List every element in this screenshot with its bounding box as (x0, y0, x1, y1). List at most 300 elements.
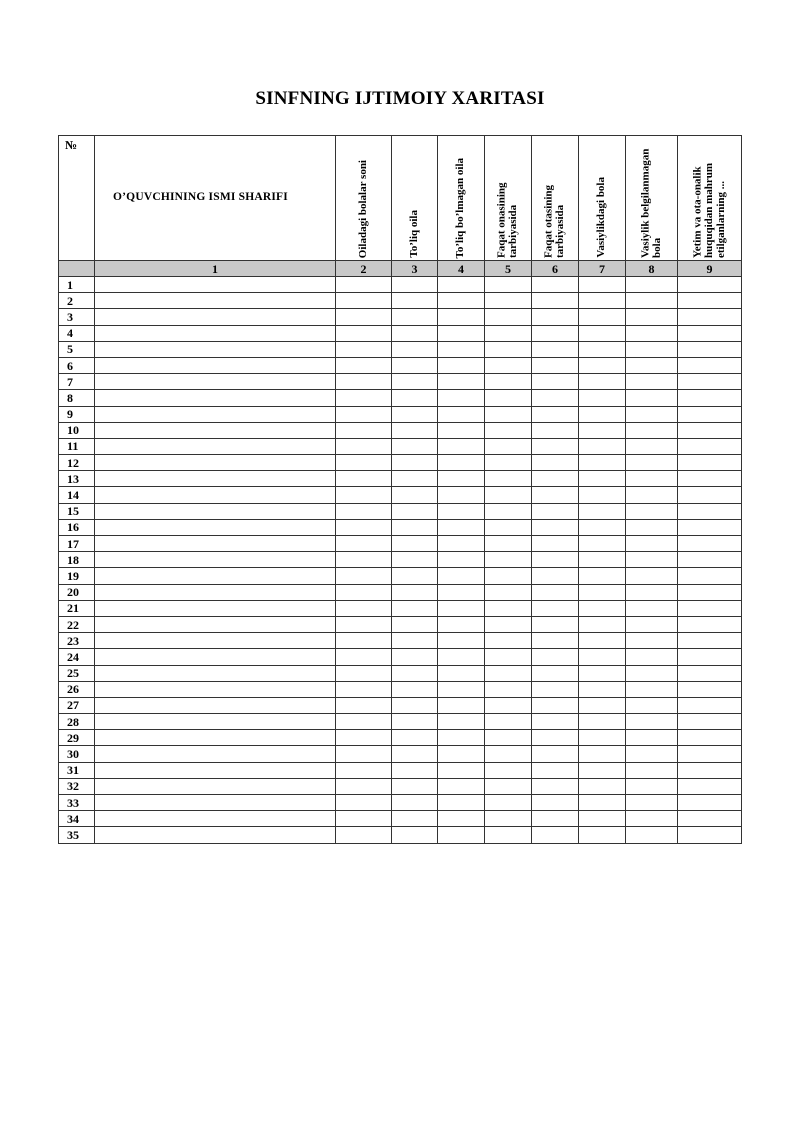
table-cell[interactable] (532, 293, 579, 309)
table-cell[interactable] (678, 341, 742, 357)
table-cell[interactable] (626, 697, 678, 713)
table-cell[interactable] (392, 341, 438, 357)
table-cell[interactable] (532, 697, 579, 713)
table-cell[interactable] (438, 552, 485, 568)
table-cell[interactable] (678, 552, 742, 568)
table-cell[interactable] (485, 795, 532, 811)
table-cell[interactable] (626, 714, 678, 730)
student-name-cell[interactable] (95, 536, 336, 552)
table-cell[interactable] (678, 293, 742, 309)
table-cell[interactable] (678, 325, 742, 341)
student-name-cell[interactable] (95, 422, 336, 438)
table-cell[interactable] (678, 697, 742, 713)
table-cell[interactable] (678, 762, 742, 778)
table-cell[interactable] (532, 536, 579, 552)
table-cell[interactable] (438, 471, 485, 487)
table-cell[interactable] (579, 455, 626, 471)
table-cell[interactable] (532, 795, 579, 811)
table-cell[interactable] (392, 552, 438, 568)
student-name-cell[interactable] (95, 697, 336, 713)
table-cell[interactable] (336, 600, 392, 616)
student-name-cell[interactable] (95, 649, 336, 665)
student-name-cell[interactable] (95, 374, 336, 390)
table-cell[interactable] (438, 422, 485, 438)
table-cell[interactable] (485, 665, 532, 681)
table-cell[interactable] (579, 390, 626, 406)
table-cell[interactable] (438, 584, 485, 600)
table-cell[interactable] (438, 811, 485, 827)
table-cell[interactable] (626, 455, 678, 471)
table-cell[interactable] (438, 600, 485, 616)
table-cell[interactable] (678, 455, 742, 471)
table-cell[interactable] (626, 795, 678, 811)
table-cell[interactable] (626, 827, 678, 843)
table-cell[interactable] (532, 714, 579, 730)
table-cell[interactable] (579, 471, 626, 487)
table-cell[interactable] (485, 536, 532, 552)
table-cell[interactable] (678, 422, 742, 438)
table-cell[interactable] (336, 649, 392, 665)
table-cell[interactable] (532, 665, 579, 681)
table-cell[interactable] (626, 633, 678, 649)
table-cell[interactable] (336, 714, 392, 730)
table-cell[interactable] (626, 681, 678, 697)
table-cell[interactable] (336, 811, 392, 827)
table-cell[interactable] (336, 406, 392, 422)
table-cell[interactable] (579, 406, 626, 422)
table-cell[interactable] (532, 487, 579, 503)
table-cell[interactable] (336, 762, 392, 778)
table-cell[interactable] (485, 697, 532, 713)
table-cell[interactable] (485, 600, 532, 616)
table-cell[interactable] (392, 730, 438, 746)
table-cell[interactable] (678, 665, 742, 681)
table-cell[interactable] (579, 309, 626, 325)
table-cell[interactable] (626, 616, 678, 632)
table-cell[interactable] (626, 778, 678, 794)
table-cell[interactable] (438, 681, 485, 697)
student-name-cell[interactable] (95, 600, 336, 616)
table-cell[interactable] (336, 503, 392, 519)
table-cell[interactable] (336, 746, 392, 762)
table-cell[interactable] (678, 681, 742, 697)
table-cell[interactable] (579, 487, 626, 503)
table-cell[interactable] (336, 422, 392, 438)
table-cell[interactable] (579, 827, 626, 843)
table-cell[interactable] (336, 293, 392, 309)
table-cell[interactable] (678, 277, 742, 293)
table-cell[interactable] (485, 746, 532, 762)
table-cell[interactable] (485, 730, 532, 746)
table-cell[interactable] (392, 616, 438, 632)
table-cell[interactable] (392, 811, 438, 827)
table-cell[interactable] (336, 795, 392, 811)
table-cell[interactable] (485, 406, 532, 422)
student-name-cell[interactable] (95, 406, 336, 422)
student-name-cell[interactable] (95, 503, 336, 519)
table-cell[interactable] (485, 552, 532, 568)
table-cell[interactable] (438, 406, 485, 422)
table-cell[interactable] (532, 568, 579, 584)
student-name-cell[interactable] (95, 568, 336, 584)
table-cell[interactable] (626, 536, 678, 552)
table-cell[interactable] (626, 390, 678, 406)
table-cell[interactable] (438, 357, 485, 373)
table-cell[interactable] (485, 584, 532, 600)
table-cell[interactable] (626, 422, 678, 438)
table-cell[interactable] (336, 584, 392, 600)
table-cell[interactable] (336, 827, 392, 843)
table-cell[interactable] (392, 471, 438, 487)
table-cell[interactable] (579, 519, 626, 535)
table-cell[interactable] (392, 374, 438, 390)
table-cell[interactable] (532, 438, 579, 454)
table-cell[interactable] (678, 438, 742, 454)
table-cell[interactable] (438, 374, 485, 390)
student-name-cell[interactable] (95, 357, 336, 373)
table-cell[interactable] (438, 455, 485, 471)
table-cell[interactable] (678, 406, 742, 422)
table-cell[interactable] (485, 341, 532, 357)
table-cell[interactable] (392, 762, 438, 778)
table-cell[interactable] (532, 633, 579, 649)
table-cell[interactable] (485, 325, 532, 341)
table-cell[interactable] (678, 568, 742, 584)
table-cell[interactable] (532, 746, 579, 762)
table-cell[interactable] (392, 422, 438, 438)
table-cell[interactable] (579, 746, 626, 762)
table-cell[interactable] (579, 762, 626, 778)
student-name-cell[interactable] (95, 293, 336, 309)
table-cell[interactable] (485, 778, 532, 794)
table-cell[interactable] (392, 681, 438, 697)
table-cell[interactable] (485, 455, 532, 471)
table-cell[interactable] (532, 811, 579, 827)
table-cell[interactable] (485, 277, 532, 293)
table-cell[interactable] (336, 455, 392, 471)
table-cell[interactable] (579, 422, 626, 438)
table-cell[interactable] (336, 277, 392, 293)
table-cell[interactable] (678, 374, 742, 390)
table-cell[interactable] (579, 697, 626, 713)
table-cell[interactable] (392, 795, 438, 811)
table-cell[interactable] (438, 665, 485, 681)
table-cell[interactable] (392, 827, 438, 843)
table-cell[interactable] (579, 325, 626, 341)
table-cell[interactable] (678, 471, 742, 487)
table-cell[interactable] (579, 552, 626, 568)
table-cell[interactable] (438, 746, 485, 762)
table-cell[interactable] (626, 503, 678, 519)
table-cell[interactable] (485, 616, 532, 632)
student-name-cell[interactable] (95, 455, 336, 471)
table-cell[interactable] (532, 503, 579, 519)
table-cell[interactable] (579, 503, 626, 519)
table-cell[interactable] (532, 357, 579, 373)
table-cell[interactable] (626, 357, 678, 373)
table-cell[interactable] (336, 519, 392, 535)
table-cell[interactable] (336, 309, 392, 325)
table-cell[interactable] (438, 341, 485, 357)
table-cell[interactable] (626, 649, 678, 665)
table-cell[interactable] (438, 827, 485, 843)
table-cell[interactable] (579, 633, 626, 649)
table-cell[interactable] (532, 406, 579, 422)
table-cell[interactable] (392, 438, 438, 454)
table-cell[interactable] (485, 390, 532, 406)
table-cell[interactable] (678, 519, 742, 535)
table-cell[interactable] (438, 795, 485, 811)
table-cell[interactable] (438, 714, 485, 730)
table-cell[interactable] (438, 325, 485, 341)
table-cell[interactable] (579, 341, 626, 357)
table-cell[interactable] (626, 325, 678, 341)
table-cell[interactable] (579, 536, 626, 552)
table-cell[interactable] (438, 438, 485, 454)
table-cell[interactable] (336, 616, 392, 632)
table-cell[interactable] (532, 681, 579, 697)
table-cell[interactable] (678, 633, 742, 649)
student-name-cell[interactable] (95, 487, 336, 503)
table-cell[interactable] (392, 746, 438, 762)
table-cell[interactable] (532, 616, 579, 632)
table-cell[interactable] (626, 746, 678, 762)
table-cell[interactable] (438, 649, 485, 665)
table-cell[interactable] (336, 697, 392, 713)
table-cell[interactable] (579, 649, 626, 665)
table-cell[interactable] (485, 357, 532, 373)
table-cell[interactable] (626, 487, 678, 503)
table-cell[interactable] (678, 811, 742, 827)
student-name-cell[interactable] (95, 762, 336, 778)
table-cell[interactable] (438, 568, 485, 584)
table-cell[interactable] (438, 633, 485, 649)
table-cell[interactable] (532, 471, 579, 487)
table-cell[interactable] (678, 827, 742, 843)
table-cell[interactable] (678, 616, 742, 632)
table-cell[interactable] (532, 309, 579, 325)
table-cell[interactable] (336, 357, 392, 373)
table-cell[interactable] (392, 633, 438, 649)
table-cell[interactable] (579, 584, 626, 600)
student-name-cell[interactable] (95, 341, 336, 357)
table-cell[interactable] (485, 293, 532, 309)
student-name-cell[interactable] (95, 746, 336, 762)
table-cell[interactable] (532, 277, 579, 293)
table-cell[interactable] (626, 584, 678, 600)
student-name-cell[interactable] (95, 277, 336, 293)
table-cell[interactable] (336, 471, 392, 487)
table-cell[interactable] (438, 778, 485, 794)
table-cell[interactable] (438, 293, 485, 309)
table-cell[interactable] (579, 616, 626, 632)
table-cell[interactable] (678, 714, 742, 730)
table-cell[interactable] (678, 503, 742, 519)
table-cell[interactable] (392, 778, 438, 794)
table-cell[interactable] (532, 519, 579, 535)
table-cell[interactable] (438, 536, 485, 552)
student-name-cell[interactable] (95, 730, 336, 746)
table-cell[interactable] (485, 422, 532, 438)
table-cell[interactable] (392, 503, 438, 519)
table-cell[interactable] (626, 471, 678, 487)
table-cell[interactable] (392, 455, 438, 471)
table-cell[interactable] (579, 681, 626, 697)
table-cell[interactable] (579, 374, 626, 390)
student-name-cell[interactable] (95, 827, 336, 843)
table-cell[interactable] (678, 584, 742, 600)
table-cell[interactable] (532, 552, 579, 568)
table-cell[interactable] (532, 762, 579, 778)
table-cell[interactable] (532, 390, 579, 406)
student-name-cell[interactable] (95, 665, 336, 681)
table-cell[interactable] (485, 827, 532, 843)
student-name-cell[interactable] (95, 519, 336, 535)
table-cell[interactable] (532, 649, 579, 665)
table-cell[interactable] (678, 795, 742, 811)
table-cell[interactable] (532, 778, 579, 794)
table-cell[interactable] (626, 406, 678, 422)
table-cell[interactable] (392, 714, 438, 730)
table-cell[interactable] (485, 374, 532, 390)
table-cell[interactable] (485, 681, 532, 697)
student-name-cell[interactable] (95, 811, 336, 827)
table-cell[interactable] (626, 309, 678, 325)
table-cell[interactable] (678, 730, 742, 746)
student-name-cell[interactable] (95, 714, 336, 730)
table-cell[interactable] (392, 390, 438, 406)
table-cell[interactable] (579, 568, 626, 584)
table-cell[interactable] (626, 600, 678, 616)
student-name-cell[interactable] (95, 584, 336, 600)
table-cell[interactable] (336, 778, 392, 794)
table-cell[interactable] (392, 293, 438, 309)
table-cell[interactable] (392, 536, 438, 552)
table-cell[interactable] (336, 487, 392, 503)
table-cell[interactable] (336, 730, 392, 746)
table-cell[interactable] (336, 390, 392, 406)
table-cell[interactable] (336, 568, 392, 584)
table-cell[interactable] (678, 600, 742, 616)
table-cell[interactable] (336, 325, 392, 341)
table-cell[interactable] (392, 697, 438, 713)
table-cell[interactable] (392, 277, 438, 293)
table-cell[interactable] (626, 341, 678, 357)
table-cell[interactable] (485, 811, 532, 827)
table-cell[interactable] (392, 665, 438, 681)
table-cell[interactable] (579, 778, 626, 794)
table-cell[interactable] (579, 277, 626, 293)
table-cell[interactable] (626, 665, 678, 681)
table-cell[interactable] (485, 503, 532, 519)
table-cell[interactable] (579, 665, 626, 681)
student-name-cell[interactable] (95, 438, 336, 454)
table-cell[interactable] (392, 600, 438, 616)
table-cell[interactable] (392, 568, 438, 584)
table-cell[interactable] (438, 390, 485, 406)
table-cell[interactable] (626, 552, 678, 568)
table-cell[interactable] (579, 714, 626, 730)
table-cell[interactable] (485, 487, 532, 503)
table-cell[interactable] (579, 795, 626, 811)
table-cell[interactable] (532, 455, 579, 471)
student-name-cell[interactable] (95, 616, 336, 632)
table-cell[interactable] (626, 438, 678, 454)
student-name-cell[interactable] (95, 471, 336, 487)
table-cell[interactable] (626, 293, 678, 309)
table-cell[interactable] (392, 406, 438, 422)
table-cell[interactable] (626, 519, 678, 535)
table-cell[interactable] (485, 568, 532, 584)
table-cell[interactable] (579, 357, 626, 373)
table-cell[interactable] (485, 762, 532, 778)
table-cell[interactable] (485, 519, 532, 535)
table-cell[interactable] (485, 714, 532, 730)
student-name-cell[interactable] (95, 390, 336, 406)
student-name-cell[interactable] (95, 309, 336, 325)
table-cell[interactable] (485, 309, 532, 325)
table-cell[interactable] (485, 471, 532, 487)
table-cell[interactable] (392, 309, 438, 325)
table-cell[interactable] (626, 374, 678, 390)
table-cell[interactable] (579, 438, 626, 454)
table-cell[interactable] (678, 649, 742, 665)
table-cell[interactable] (678, 357, 742, 373)
table-cell[interactable] (438, 616, 485, 632)
table-cell[interactable] (485, 633, 532, 649)
table-cell[interactable] (626, 277, 678, 293)
student-name-cell[interactable] (95, 325, 336, 341)
table-cell[interactable] (678, 390, 742, 406)
table-cell[interactable] (532, 730, 579, 746)
table-cell[interactable] (532, 325, 579, 341)
table-cell[interactable] (438, 309, 485, 325)
table-cell[interactable] (678, 309, 742, 325)
table-cell[interactable] (678, 746, 742, 762)
student-name-cell[interactable] (95, 552, 336, 568)
table-cell[interactable] (392, 357, 438, 373)
table-cell[interactable] (392, 519, 438, 535)
table-cell[interactable] (336, 536, 392, 552)
table-cell[interactable] (336, 374, 392, 390)
table-cell[interactable] (579, 730, 626, 746)
table-cell[interactable] (678, 536, 742, 552)
table-cell[interactable] (438, 277, 485, 293)
table-cell[interactable] (392, 584, 438, 600)
table-cell[interactable] (438, 503, 485, 519)
table-cell[interactable] (336, 552, 392, 568)
student-name-cell[interactable] (95, 778, 336, 794)
table-cell[interactable] (532, 827, 579, 843)
table-cell[interactable] (626, 730, 678, 746)
table-cell[interactable] (336, 438, 392, 454)
table-cell[interactable] (336, 633, 392, 649)
student-name-cell[interactable] (95, 681, 336, 697)
table-cell[interactable] (532, 600, 579, 616)
table-cell[interactable] (392, 325, 438, 341)
table-cell[interactable] (579, 811, 626, 827)
table-cell[interactable] (485, 649, 532, 665)
table-cell[interactable] (336, 665, 392, 681)
table-cell[interactable] (438, 762, 485, 778)
table-cell[interactable] (438, 697, 485, 713)
table-cell[interactable] (532, 341, 579, 357)
table-cell[interactable] (485, 438, 532, 454)
table-cell[interactable] (392, 487, 438, 503)
table-cell[interactable] (579, 600, 626, 616)
table-cell[interactable] (579, 293, 626, 309)
table-cell[interactable] (438, 487, 485, 503)
